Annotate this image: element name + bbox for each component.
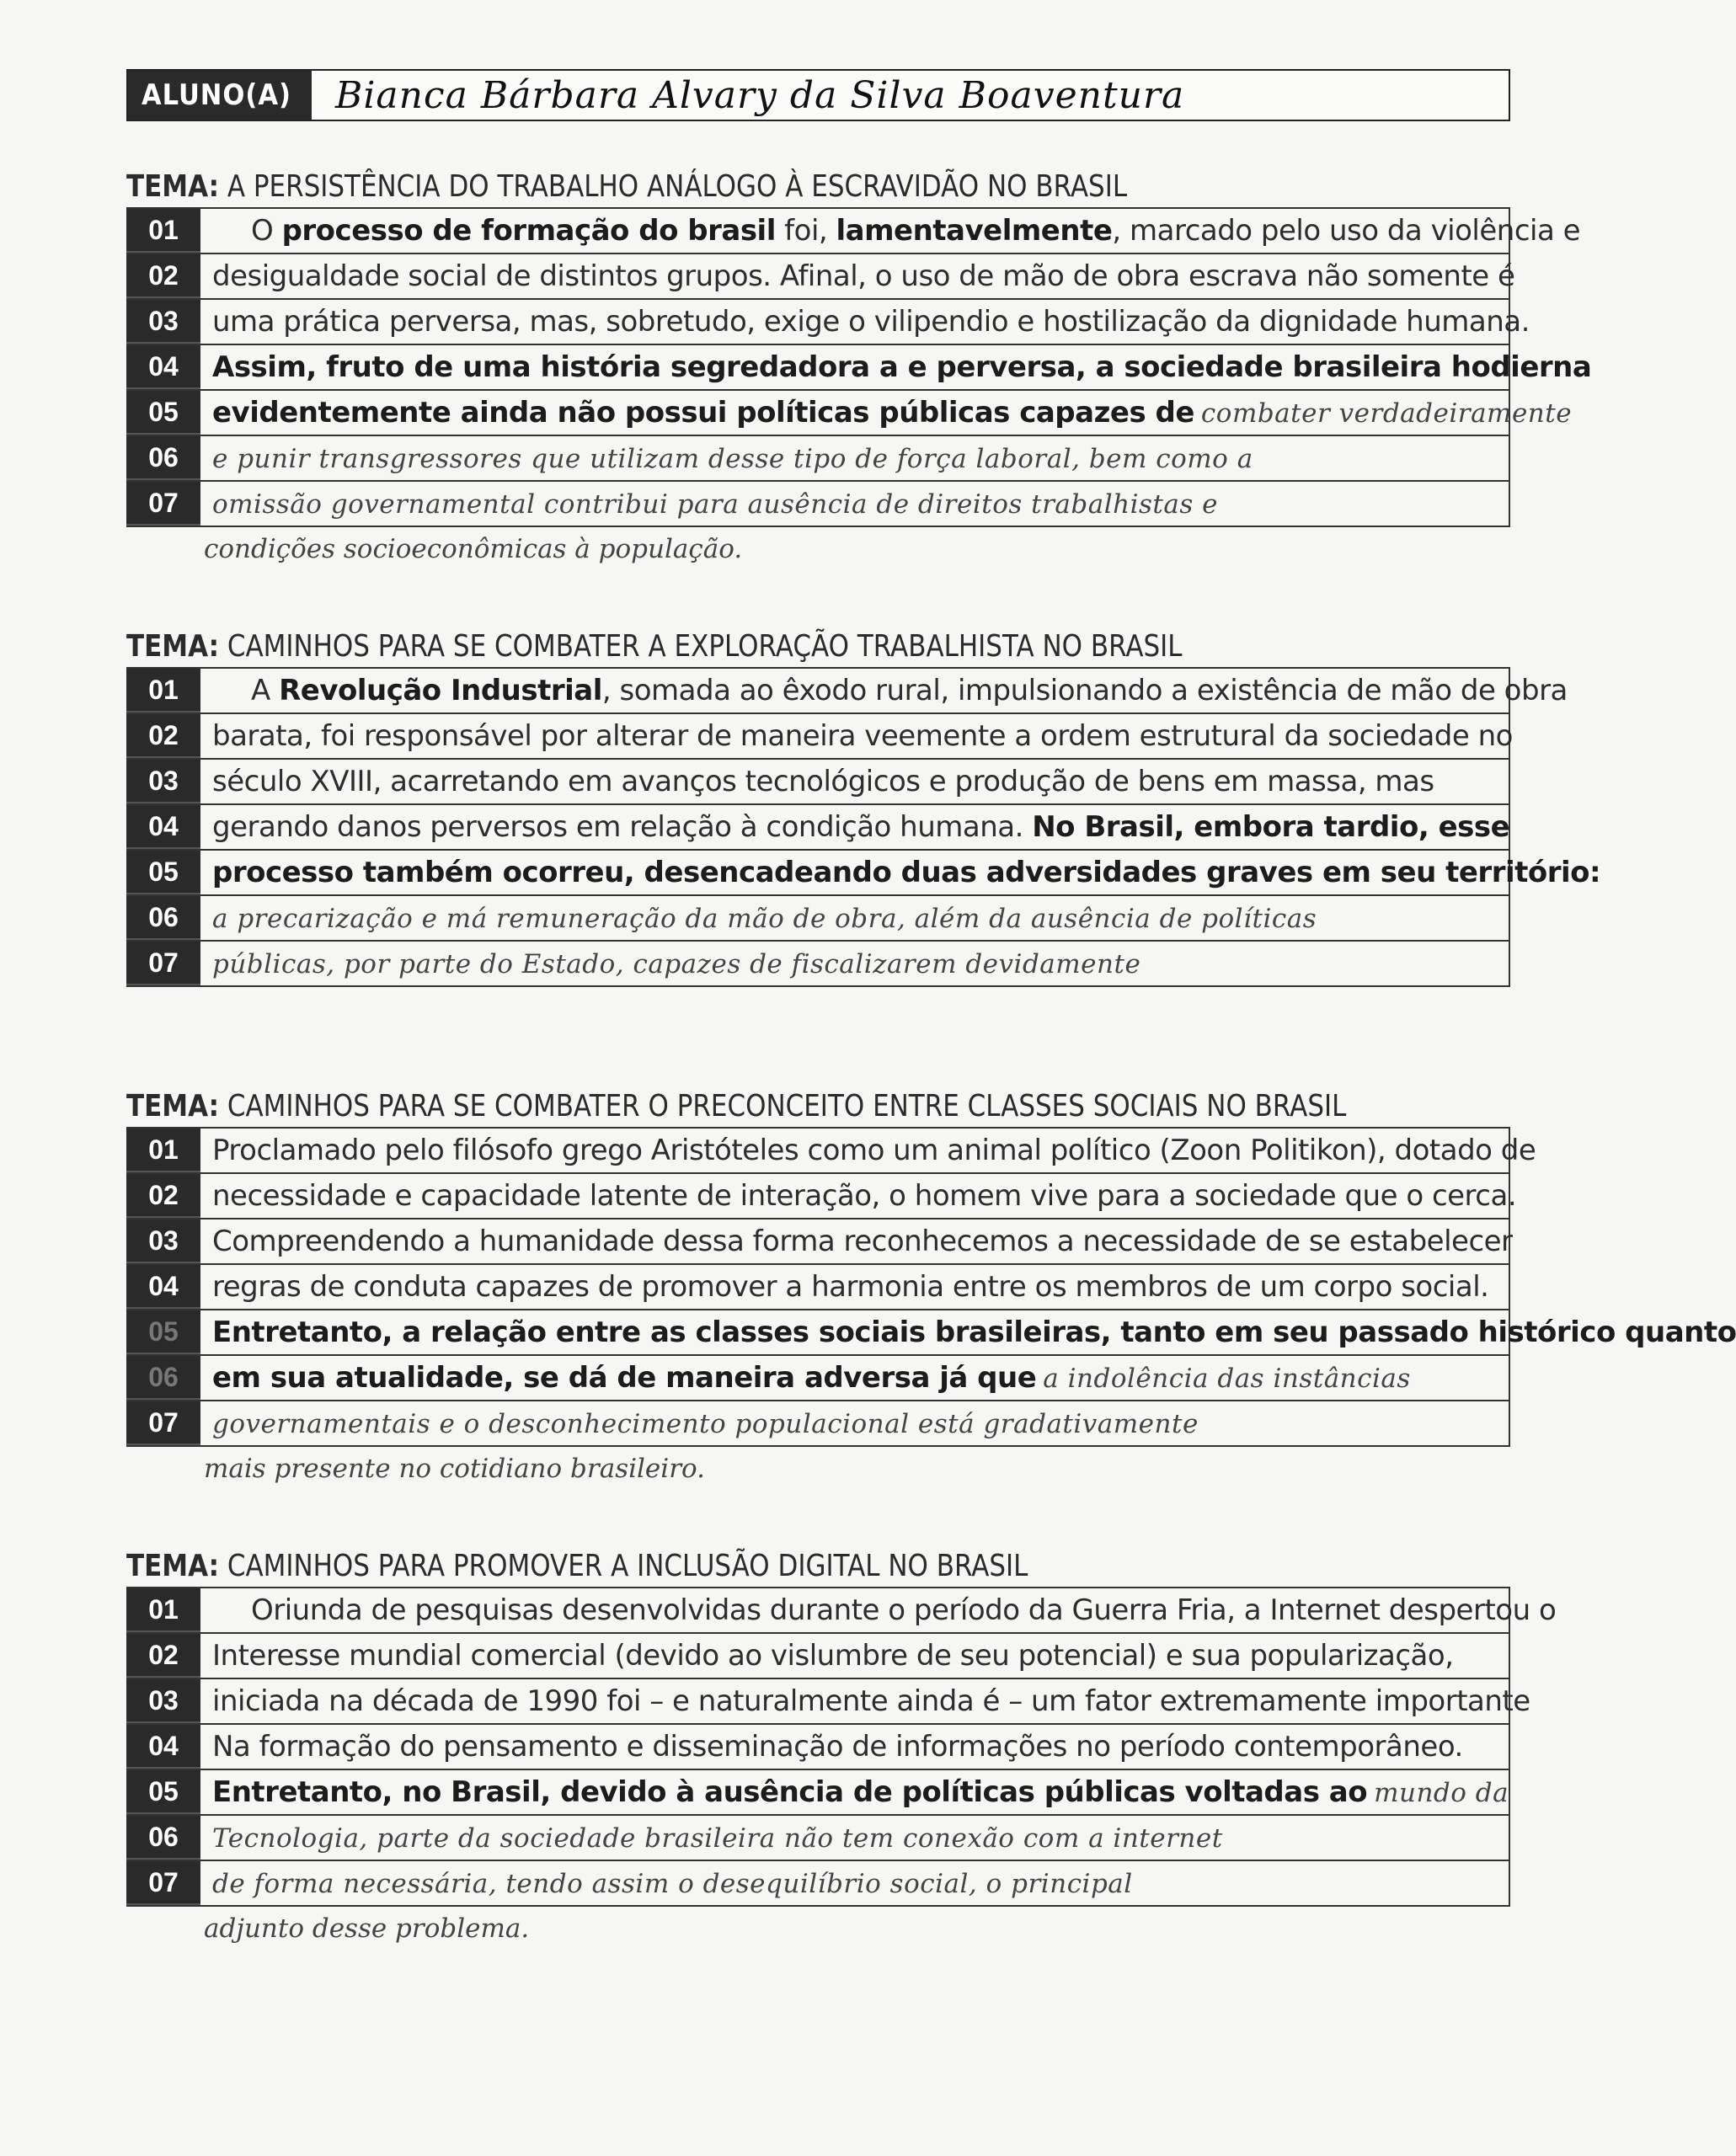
line-number: 03 (126, 1219, 200, 1263)
printed-text: A (251, 674, 280, 707)
line-text (200, 942, 1509, 985)
line-number: 01 (126, 669, 200, 712)
tema-title: CAMINHOS PARA SE COMBATER A EXPLORAÇÃO TRABALHISTA NO BRASIL (227, 629, 1183, 664)
line-text (200, 254, 1514, 298)
line-number: 05 (126, 851, 200, 894)
line-text (200, 345, 1591, 389)
essay-lines (126, 1587, 1557, 1907)
printed-text: foi, (775, 214, 836, 248)
essay-line (126, 669, 1568, 714)
handwritten-text: combater verdadeiramente (1200, 398, 1573, 429)
essay-line (126, 1770, 1510, 1816)
line-number: 03 (126, 300, 200, 344)
line-text (200, 896, 1509, 940)
line-text (200, 851, 1600, 894)
essay-line (126, 1588, 1557, 1634)
printed-text: gerando danos perversos em relação à condição humana. (212, 810, 1033, 844)
tema-label: TEMA: (126, 169, 219, 204)
line-number: 06 (126, 896, 200, 940)
essay-line (126, 805, 1510, 851)
printed-text: , somada ao êxodo rural, impulsionando a existência de mão de obra (601, 674, 1568, 707)
line-number: 01 (126, 1129, 200, 1172)
printed-bold-text: No Brasil, embora tardio, esse (1032, 810, 1510, 844)
essay-block (126, 1086, 1736, 1491)
line-text (200, 300, 1530, 344)
essay-line (126, 1310, 1736, 1356)
line-number: 04 (126, 345, 200, 389)
printed-text: , marcado pelo uso da violência e (1112, 214, 1581, 248)
line-text (200, 1174, 1516, 1218)
line-text (200, 1588, 1556, 1632)
essay-line (126, 1816, 1510, 1861)
line-text (200, 209, 1580, 253)
line-text (200, 1265, 1509, 1309)
essay-line (126, 254, 1515, 300)
printed-text: Interesse mundial comercial (devido ao vislumbre de seu potencial) e sua popularização, (212, 1639, 1454, 1673)
printed-bold-text: lamentavelmente (836, 214, 1113, 248)
essay-line (126, 1679, 1530, 1725)
handwritten-continuation: mais presente no cotidiano brasileiro. (204, 1454, 705, 1484)
tema-heading (126, 627, 1317, 667)
line-text (200, 1679, 1530, 1723)
essay-line (126, 1219, 1513, 1265)
tema-label: TEMA: (126, 1089, 219, 1123)
student-name-handwritten: Bianca Bárbara Alvary da Silva Boaventura (335, 73, 1185, 117)
line-number: 07 (126, 942, 200, 985)
handwritten-text: a indolência das instâncias (1043, 1364, 1411, 1394)
line-number: 06 (126, 1356, 200, 1400)
essay-line (126, 436, 1510, 482)
line-text (200, 1401, 1509, 1445)
line-text (200, 436, 1509, 480)
essay-line (126, 942, 1510, 987)
line-number: 01 (126, 209, 200, 253)
printed-text: necessidade e capacidade latente de interação, o homem vive para a sociedade que o cerca. (212, 1179, 1517, 1213)
line-text (200, 1219, 1513, 1263)
essay-line (126, 300, 1530, 345)
line-text (200, 1725, 1509, 1769)
line-number: 03 (126, 1679, 200, 1723)
handwritten-text: governamentais e o desconhecimento populacional está gradativamente (212, 1409, 1199, 1439)
line-number: 04 (126, 1265, 200, 1309)
printed-bold-text: processo de formação do brasil (281, 214, 776, 248)
line-text (200, 1634, 1509, 1678)
line-number: 05 (126, 1770, 200, 1814)
line-number: 02 (126, 254, 200, 298)
printed-text: Proclamado pelo filósofo grego Aristóteles como um animal político (Zoon Politikon), dotado de (212, 1134, 1536, 1167)
handwritten-text: a precarização e má remuneração da mão de obra, além da ausência de políticas (212, 904, 1317, 934)
essay-line (126, 714, 1513, 760)
printed-text: O (251, 214, 282, 248)
printed-text: desigualdade social de distintos grupos. Afinal, o uso de mão de obra escrava não somente é (212, 259, 1515, 293)
line-text (200, 1310, 1736, 1354)
line-number: 06 (126, 1816, 200, 1860)
line-number: 04 (126, 805, 200, 849)
handwritten-continuation: condições socioeconômicas à população. (204, 534, 743, 564)
line-text (200, 1356, 1509, 1400)
line-number: 03 (126, 760, 200, 803)
printed-bold-text: Entretanto, a relação entre as classes sociais brasileiras, tanto em seu passado histórico quanto (212, 1315, 1736, 1349)
essay-block (126, 1546, 1557, 1951)
essay-block (126, 627, 1601, 987)
line-number: 07 (126, 482, 200, 526)
line-text (200, 482, 1509, 526)
tema-label: TEMA: (126, 1549, 219, 1583)
essay-lines (126, 207, 1592, 527)
essay-line (126, 896, 1510, 942)
essay-line (126, 391, 1573, 436)
handwritten-text: de forma necessária, tendo assim o desequilíbrio social, o principal (212, 1869, 1133, 1899)
printed-text: uma prática perversa, mas, sobretudo, exige o vilipendio e hostilização da dignidade humana. (212, 305, 1530, 339)
line-number: 02 (126, 714, 200, 758)
line-number: 06 (126, 436, 200, 480)
printed-text: iniciada na década de 1990 foi – e naturalmente ainda é – um fator extremamente importante (212, 1684, 1530, 1718)
printed-text: século XVIII, acarretando em avanços tecnológicos e produção de bens em massa, mas (212, 765, 1434, 798)
line-number: 02 (126, 1174, 200, 1218)
printed-bold-text: Assim, fruto de uma história segredadora a e perversa, a sociedade brasileira hodierna (212, 350, 1592, 384)
handwritten-text: omissão governamental contribui para ausência de direitos trabalhistas e (212, 489, 1218, 520)
handwritten-text: Tecnologia, parte da sociedade brasileira não tem conexão com a internet (212, 1823, 1223, 1854)
tema-heading (126, 1086, 1347, 1127)
line-text (200, 714, 1513, 758)
tema-heading (126, 1546, 1317, 1587)
line-text (200, 1861, 1509, 1905)
printed-bold-text: em sua atualidade, se dá de maneira adversa já que (212, 1361, 1037, 1395)
line-text (200, 805, 1509, 849)
essay-line (126, 1265, 1510, 1310)
essay-line (126, 482, 1510, 527)
line-text (200, 669, 1568, 712)
essay-line (126, 1725, 1510, 1770)
essay-line (126, 1401, 1510, 1447)
printed-bold-text: evidentemente ainda não possui políticas públicas capazes de (212, 396, 1194, 430)
tema-title: A PERSISTÊNCIA DO TRABALHO ANÁLOGO À ESCRAVIDÃO NO BRASIL (227, 169, 1128, 204)
essay-lines (126, 667, 1601, 987)
essay-line (126, 1356, 1510, 1401)
student-header (126, 69, 1510, 121)
line-number: 02 (126, 1634, 200, 1678)
printed-text: regras de conduta capazes de promover a harmonia entre os membros de um corpo social. (212, 1270, 1489, 1304)
essay-lines (126, 1127, 1736, 1447)
essay-line (126, 1634, 1510, 1679)
printed-text: Oriunda de pesquisas desenvolvidas durante o período da Guerra Fria, a Internet despertou o (251, 1593, 1557, 1627)
tema-heading (126, 167, 1317, 207)
printed-text: barata, foi responsável por alterar de maneira veemente a ordem estrutural da sociedade no (212, 719, 1513, 753)
line-text (200, 1129, 1536, 1172)
line-text (200, 760, 1509, 803)
essay-line (126, 209, 1581, 254)
tema-title: CAMINHOS PARA SE COMBATER O PRECONCEITO ENTRE CLASSES SOCIAIS NO BRASIL (227, 1089, 1347, 1123)
line-text (200, 1770, 1509, 1814)
line-number: 05 (126, 1310, 200, 1354)
essay-line (126, 760, 1510, 805)
line-number: 04 (126, 1725, 200, 1769)
line-number: 01 (126, 1588, 200, 1632)
line-number: 07 (126, 1401, 200, 1445)
line-number: 07 (126, 1861, 200, 1905)
line-text (200, 391, 1572, 435)
essay-line (126, 851, 1601, 896)
line-text (200, 1816, 1509, 1860)
essay-block (126, 167, 1592, 571)
handwritten-text: e punir transgressores que utilizam desse tipo de força laboral, bem como a (212, 444, 1253, 474)
student-label: ALUNO(A) (128, 71, 312, 120)
handwritten-text: públicas, por parte do Estado, capazes de fiscalizarem devidamente (212, 949, 1141, 979)
essay-line (126, 1861, 1510, 1907)
printed-bold-text: Entretanto, no Brasil, devido à ausência de políticas públicas voltadas ao (212, 1775, 1368, 1809)
handwritten-text: mundo da (1374, 1778, 1509, 1808)
printed-bold-text: processo também ocorreu, desencadeando duas adversidades graves em seu território: (212, 856, 1601, 889)
essay-line (126, 345, 1592, 391)
tema-title: CAMINHOS PARA PROMOVER A INCLUSÃO DIGITAL NO BRASIL (227, 1549, 1028, 1583)
printed-text: Compreendendo a humanidade dessa forma reconhecemos a necessidade de se estabelecer (212, 1225, 1513, 1258)
essay-line (126, 1174, 1517, 1219)
line-number: 05 (126, 391, 200, 435)
handwritten-continuation: adjunto desse problema. (204, 1913, 530, 1944)
tema-label: TEMA: (126, 629, 219, 664)
printed-text: Na formação do pensamento e disseminação de informações no período contemporâneo. (212, 1730, 1463, 1764)
essay-line (126, 1129, 1536, 1174)
printed-bold-text: Revolução Industrial (279, 674, 602, 707)
